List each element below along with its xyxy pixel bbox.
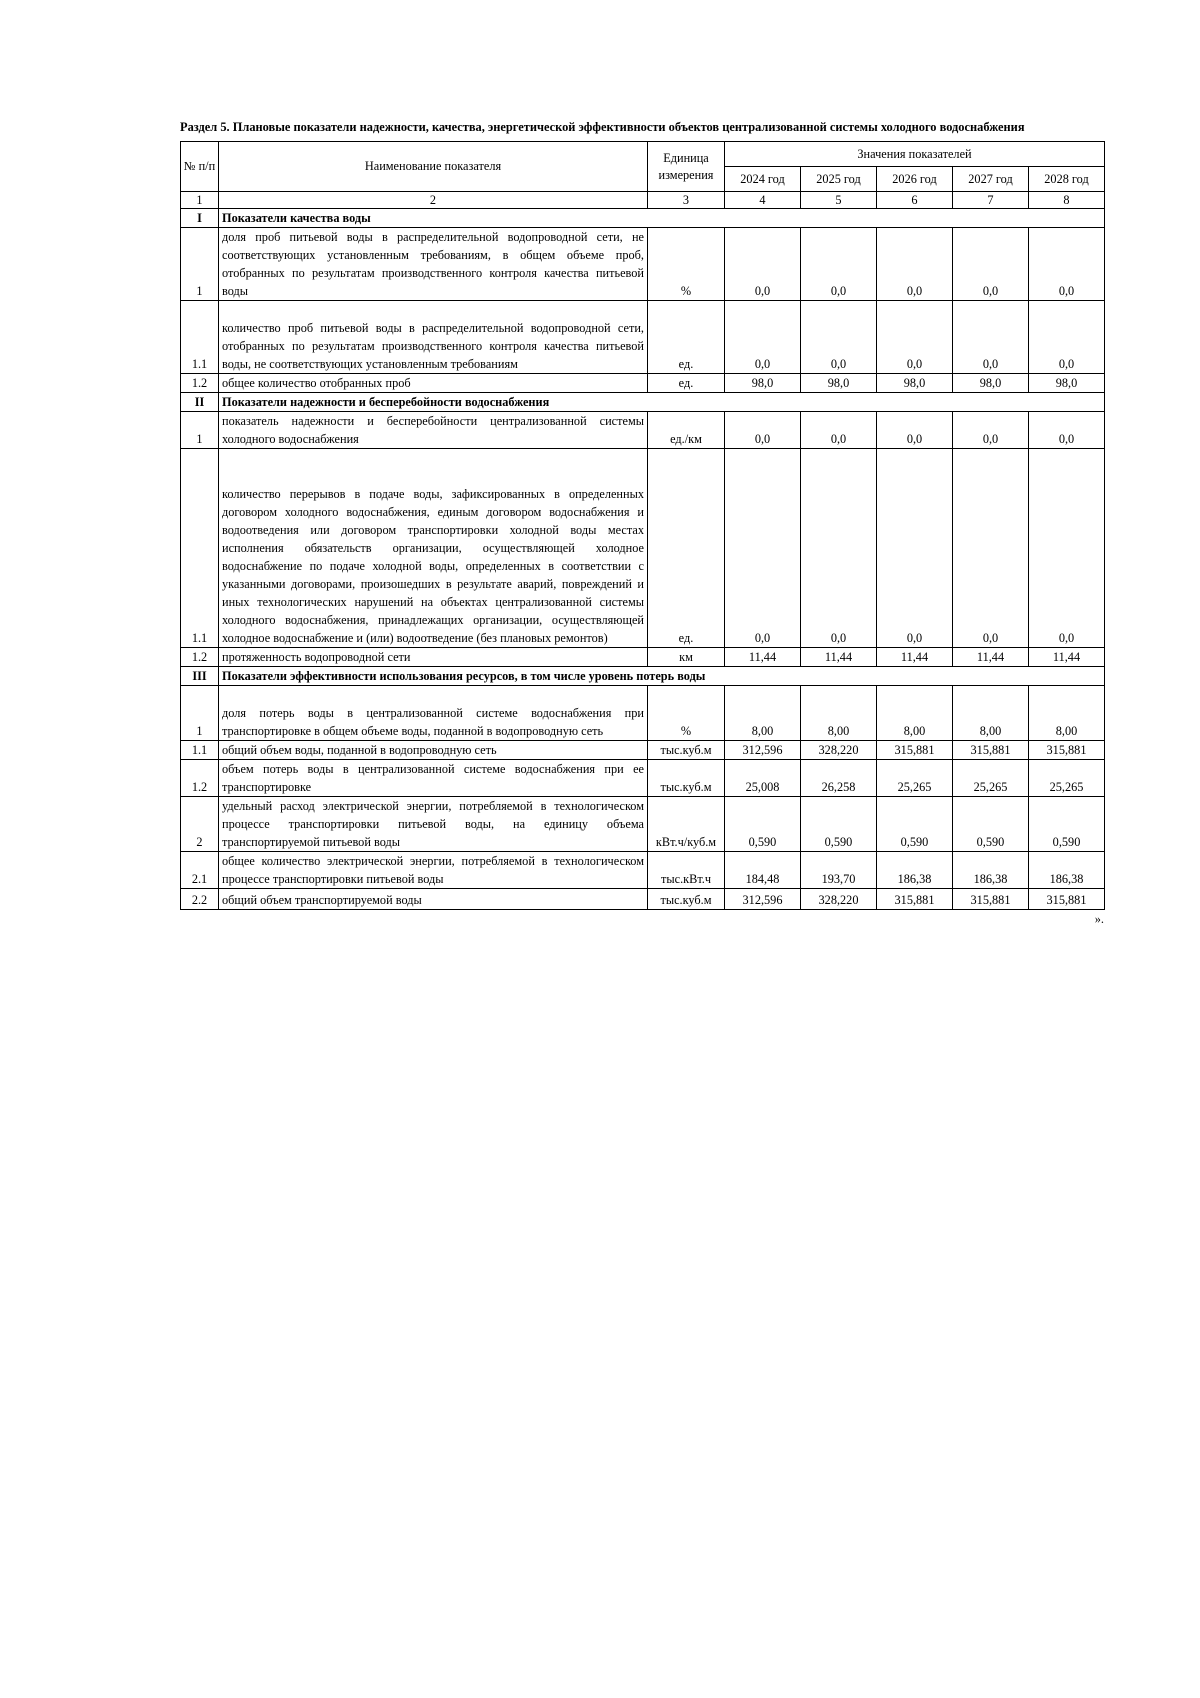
value-cell: 25,265 — [877, 760, 953, 797]
row-number: 2.2 — [181, 889, 219, 910]
value-cell: 8,00 — [953, 686, 1029, 741]
value-cell: 315,881 — [1029, 741, 1105, 760]
column-number: 3 — [648, 192, 725, 209]
section-title-cell: Показатели эффективности использования ресурсов, в том числе уровень потерь воды — [219, 667, 1105, 686]
header-year: 2025 год — [801, 167, 877, 192]
value-cell: 0,590 — [877, 797, 953, 852]
value-cell: 11,44 — [1029, 648, 1105, 667]
value-cell: 0,0 — [1029, 301, 1105, 374]
section-title-cell: Показатели качества воды — [219, 209, 1105, 228]
header-year: 2024 год — [725, 167, 801, 192]
value-cell: 0,0 — [877, 449, 953, 648]
unit-cell: км — [648, 648, 725, 667]
indicator-name: протяженность водопроводной сети — [219, 648, 648, 667]
column-number: 1 — [181, 192, 219, 209]
row-number: 2 — [181, 797, 219, 852]
table-row — [181, 741, 1105, 760]
unit-cell: ед. — [648, 449, 725, 648]
value-cell: 0,0 — [725, 412, 801, 449]
indicator-name: доля проб питьевой воды в распределительной водопроводной сети, не соответствующих установленным требованиям, в общем объеме проб, отобранных по результатам производственного контроля качества питьевой воды — [219, 228, 648, 301]
header-values: Значения показателей — [725, 142, 1105, 167]
row-number: 1.2 — [181, 374, 219, 393]
table-row — [181, 412, 1105, 449]
value-cell: 193,70 — [801, 852, 877, 889]
value-cell: 98,0 — [1029, 374, 1105, 393]
header-year: 2027 год — [953, 167, 1029, 192]
table-row — [181, 686, 1105, 741]
value-cell: 0,0 — [953, 301, 1029, 374]
table-row — [181, 301, 1105, 374]
unit-cell: % — [648, 228, 725, 301]
indicator-name: общий объем воды, поданной в водопроводную сеть — [219, 741, 648, 760]
indicator-name: количество проб питьевой воды в распределительной водопроводной сети, отобранных по результатам производственного контроля качества питьевой воды, не соответствующих установленным требованиям — [219, 301, 648, 374]
value-cell: 0,0 — [1029, 228, 1105, 301]
row-number: 1 — [181, 686, 219, 741]
indicator-name: доля потерь воды в централизованной системе водоснабжения при транспортировке в общем объеме воды, поданной в водопроводную сеть — [219, 686, 648, 741]
value-cell: 0,590 — [953, 797, 1029, 852]
section-header-row — [181, 667, 1105, 686]
header-num: № п/п — [181, 142, 219, 192]
value-cell: 98,0 — [801, 374, 877, 393]
value-cell: 0,590 — [1029, 797, 1105, 852]
indicator-name: количество перерывов в подаче воды, зафиксированных в определенных договором холодного водоснабжения, единым договором водоснабжения и водоотведения или договором транспортировки холодной воды местах исполнения обязательств организации, осуществляющей холодное водоснабжение по подаче холодной воды, определенных в соответствии с указанными договорами, произошедших в результате аварий, повреждений и иных технологических нарушений на объектах централизованной системы холодного водоснабжения, принадлежащих организации, осуществляющей холодное водоснабжение и (или) водоотведение (без плановых ремонтов) — [219, 449, 648, 648]
value-cell: 186,38 — [953, 852, 1029, 889]
value-cell: 0,0 — [725, 301, 801, 374]
header-year: 2026 год — [877, 167, 953, 192]
row-number: 2.1 — [181, 852, 219, 889]
unit-cell: тыс.кВт.ч — [648, 852, 725, 889]
row-number: 1.2 — [181, 760, 219, 797]
header-name: Наименование показателя — [219, 142, 648, 192]
table-row — [181, 889, 1105, 910]
value-cell: 315,881 — [877, 889, 953, 910]
value-cell: 0,590 — [801, 797, 877, 852]
value-cell: 0,0 — [877, 301, 953, 374]
value-cell: 0,0 — [725, 228, 801, 301]
row-number: 1.1 — [181, 741, 219, 760]
header-unit: Единица измерения — [648, 142, 725, 192]
value-cell: 312,596 — [725, 889, 801, 910]
column-number: 2 — [219, 192, 648, 209]
value-cell: 8,00 — [1029, 686, 1105, 741]
value-cell: 0,0 — [953, 412, 1029, 449]
value-cell: 0,0 — [801, 228, 877, 301]
value-cell: 0,0 — [801, 301, 877, 374]
value-cell: 98,0 — [877, 374, 953, 393]
header-year: 2028 год — [1029, 167, 1105, 192]
value-cell: 0,0 — [877, 412, 953, 449]
value-cell: 11,44 — [801, 648, 877, 667]
indicator-name: показатель надежности и бесперебойности централизованной системы холодного водоснабжения — [219, 412, 648, 449]
section-number: I — [181, 209, 219, 228]
table-row — [181, 449, 1105, 648]
row-number: 1.1 — [181, 449, 219, 648]
unit-cell: ед. — [648, 374, 725, 393]
section-title: Раздел 5. Плановые показатели надежности, качества, энергетической эффективности объектов централизованной системы холодного водоснабжения — [180, 120, 1025, 134]
value-cell: 25,265 — [953, 760, 1029, 797]
indicator-name: общий объем транспортируемой воды — [219, 889, 648, 910]
unit-cell: ед./км — [648, 412, 725, 449]
value-cell: 186,38 — [877, 852, 953, 889]
value-cell: 0,0 — [1029, 412, 1105, 449]
value-cell: 11,44 — [877, 648, 953, 667]
unit-cell: тыс.куб.м — [648, 741, 725, 760]
value-cell: 11,44 — [953, 648, 1029, 667]
section-header-row — [181, 393, 1105, 412]
value-cell: 186,38 — [1029, 852, 1105, 889]
value-cell: 25,265 — [1029, 760, 1105, 797]
table-row — [181, 760, 1105, 797]
closing-quote: ». — [1094, 912, 1104, 926]
column-number: 4 — [725, 192, 801, 209]
column-number: 8 — [1029, 192, 1105, 209]
value-cell: 25,008 — [725, 760, 801, 797]
unit-cell: тыс.куб.м — [648, 760, 725, 797]
indicator-name: удельный расход электрической энергии, потребляемой в технологическом процессе транспортировки питьевой воды, на единицу объема транспортируемой питьевой воды — [219, 797, 648, 852]
unit-cell: кВт.ч/куб.м — [648, 797, 725, 852]
table-body — [181, 209, 1105, 910]
table-row — [181, 852, 1105, 889]
table-row — [181, 648, 1105, 667]
indicator-name: общее количество отобранных проб — [219, 374, 648, 393]
indicator-name: объем потерь воды в централизованной системе водоснабжения при ее транспортировке — [219, 760, 648, 797]
section-number: II — [181, 393, 219, 412]
column-number: 5 — [801, 192, 877, 209]
row-number: 1 — [181, 228, 219, 301]
value-cell: 0,0 — [725, 449, 801, 648]
value-cell: 0,0 — [1029, 449, 1105, 648]
unit-cell: тыс.куб.м — [648, 889, 725, 910]
value-cell: 0,0 — [801, 449, 877, 648]
row-number: 1.1 — [181, 301, 219, 374]
row-number: 1.2 — [181, 648, 219, 667]
value-cell: 0,0 — [953, 449, 1029, 648]
value-cell: 8,00 — [725, 686, 801, 741]
value-cell: 312,596 — [725, 741, 801, 760]
row-number: 1 — [181, 412, 219, 449]
value-cell: 328,220 — [801, 741, 877, 760]
value-cell: 315,881 — [953, 741, 1029, 760]
column-number: 6 — [877, 192, 953, 209]
section-header-row — [181, 209, 1105, 228]
value-cell: 315,881 — [953, 889, 1029, 910]
value-cell: 328,220 — [801, 889, 877, 910]
value-cell: 8,00 — [877, 686, 953, 741]
table-row — [181, 374, 1105, 393]
value-cell: 26,258 — [801, 760, 877, 797]
column-number: 7 — [953, 192, 1029, 209]
value-cell: 0,590 — [725, 797, 801, 852]
column-number-row — [181, 192, 1105, 209]
value-cell: 0,0 — [877, 228, 953, 301]
indicators-table — [180, 141, 1105, 910]
value-cell: 11,44 — [725, 648, 801, 667]
value-cell: 315,881 — [1029, 889, 1105, 910]
value-cell: 0,0 — [953, 228, 1029, 301]
value-cell: 8,00 — [801, 686, 877, 741]
table-row — [181, 228, 1105, 301]
section-number: III — [181, 667, 219, 686]
indicator-name: общее количество электрической энергии, потребляемой в технологическом процессе транспортировки питьевой воды — [219, 852, 648, 889]
value-cell: 184,48 — [725, 852, 801, 889]
document-page — [180, 119, 1104, 926]
table-header — [181, 142, 1105, 209]
value-cell: 315,881 — [877, 741, 953, 760]
table-row — [181, 797, 1105, 852]
value-cell: 98,0 — [725, 374, 801, 393]
unit-cell: % — [648, 686, 725, 741]
section-title-cell: Показатели надежности и бесперебойности водоснабжения — [219, 393, 1105, 412]
unit-cell: ед. — [648, 301, 725, 374]
value-cell: 98,0 — [953, 374, 1029, 393]
value-cell: 0,0 — [801, 412, 877, 449]
